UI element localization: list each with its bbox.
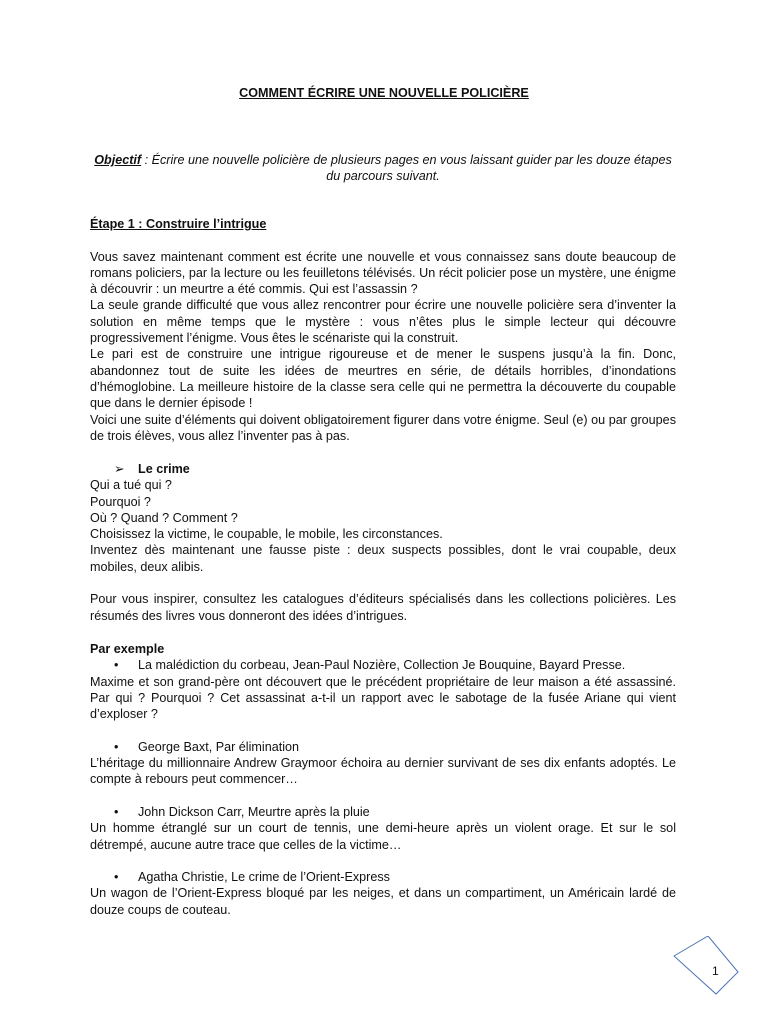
paragraph: La seule grande difficulté que vous allez rencontrer pour écrire une nouvelle policière sera d’inventer la solution en même temps que le mystère : vous n’êtes plus le simple lecteur qui découvre progressivement l’énigme. Vous êtes le scénariste qui la construit. [90,298,676,346]
paragraph: Voici une suite d’éléments qui doivent obligatoirement figurer dans votre énigme. Seul (e) ou par groupes de trois élèves, vous allez l’inventer pas à pas. [90,412,676,443]
example-summary: L’héritage du millionnaire Andrew Graymoor échoira au dernier survivant de ses dix enfants adoptés. Le compte à rebours peut commencer… [90,756,676,787]
crime-question: Pourquoi ? [90,494,151,509]
example-book-title: La malédiction du corbeau, Jean-Paul Nozière, Collection Je Bouquine, Bayard Presse. [138,658,626,673]
crime-instruction: Choisissez la victime, le coupable, le mobile, les circonstances. [90,527,443,542]
example-book [90,657,676,673]
crime-question: Où ? Quand ? Comment ? [90,510,238,525]
objective-text: : Écrire une nouvelle policière de plusieurs pages en vous laissant guider par les douze étapes [141,153,672,167]
step-1-heading: Étape 1 : Construire l’intrigue [90,217,267,231]
arrow-bullet-icon: ➢ [114,462,125,476]
diamond-shape-icon [672,936,740,996]
objective [90,152,676,185]
inspiration-paragraph: Pour vous inspirer, consultez les catalogues d’éditeurs spécialisés dans les collections policières. Les résumés des livres vous donneront des idées d’intrigues. [90,592,676,623]
example-summary: Un homme étranglé sur un court de tennis, une demi-heure après un violent orage. Et sur le sol détrempé, aucune autre trace que celles de la victime… [90,821,676,852]
bullet-icon: • [114,739,119,754]
example-book-title: George Baxt, Par élimination [138,739,300,754]
examples-heading: Par exemple [90,642,165,656]
crime-question: Qui a tué qui ? [90,478,172,493]
page-title: COMMENT ÉCRIRE UNE NOUVELLE POLICIÈRE [239,86,529,100]
paragraph: Vous savez maintenant comment est écrite une nouvelle et vous connaissez sans doute beaucoup de romans policiers, par la lecture ou les feuilletons télévisés. Un récit policier pose un mystère, une énigme à découvrir : un meurtre a été commis. Qui est l’assassin ? [90,249,676,297]
example-book-title: John Dickson Carr, Meurtre après la pluie [138,804,370,819]
example-book [90,804,676,820]
objective-label: Objectif [94,153,142,167]
example-book [90,869,676,885]
crime-heading [90,461,676,477]
example-summary: Un wagon de l’Orient-Express bloqué par les neiges, et dans un compartiment, un Américain lardé de douze coups de couteau. [90,886,676,917]
fake-lead-instruction: Inventez dès maintenant une fausse piste : deux suspects possibles, dont le vrai coupable, deux mobiles, deux alibis. [90,543,676,574]
example-summary: Maxime et son grand-père ont découvert que le précédent propriétaire de leur maison a été assassiné. Par qui ? Pourquoi ? Cet assassinat a-t-il un rapport avec le sabotage de la fusée Ariane qui vient d’exploser ? [90,674,676,722]
page-number: 1 [712,964,719,978]
step-1-section [90,216,676,444]
paragraph: Le pari est de construire une intrigue rigoureuse et de mener le suspens jusqu’à la fin. Donc, abandonnez tout de suite les idées de meurtres en série, de détails horribles, d’inondations d’hémoglobine. La meilleure histoire de la classe sera celle qui ne permettra la découverte du coupable que dans le dernier épisode ! [90,347,676,411]
bullet-icon: • [114,804,119,819]
examples-section [90,641,676,918]
example-book [90,739,676,755]
page-number-badge [672,936,740,996]
bullet-icon: • [114,658,119,673]
crime-label: Le crime [138,462,190,476]
bullet-icon: • [114,870,119,885]
crime-section [90,461,676,624]
objective-text-2: du parcours suivant. [326,169,440,184]
example-book-title: Agatha Christie, Le crime de l’Orient-Express [138,870,390,885]
